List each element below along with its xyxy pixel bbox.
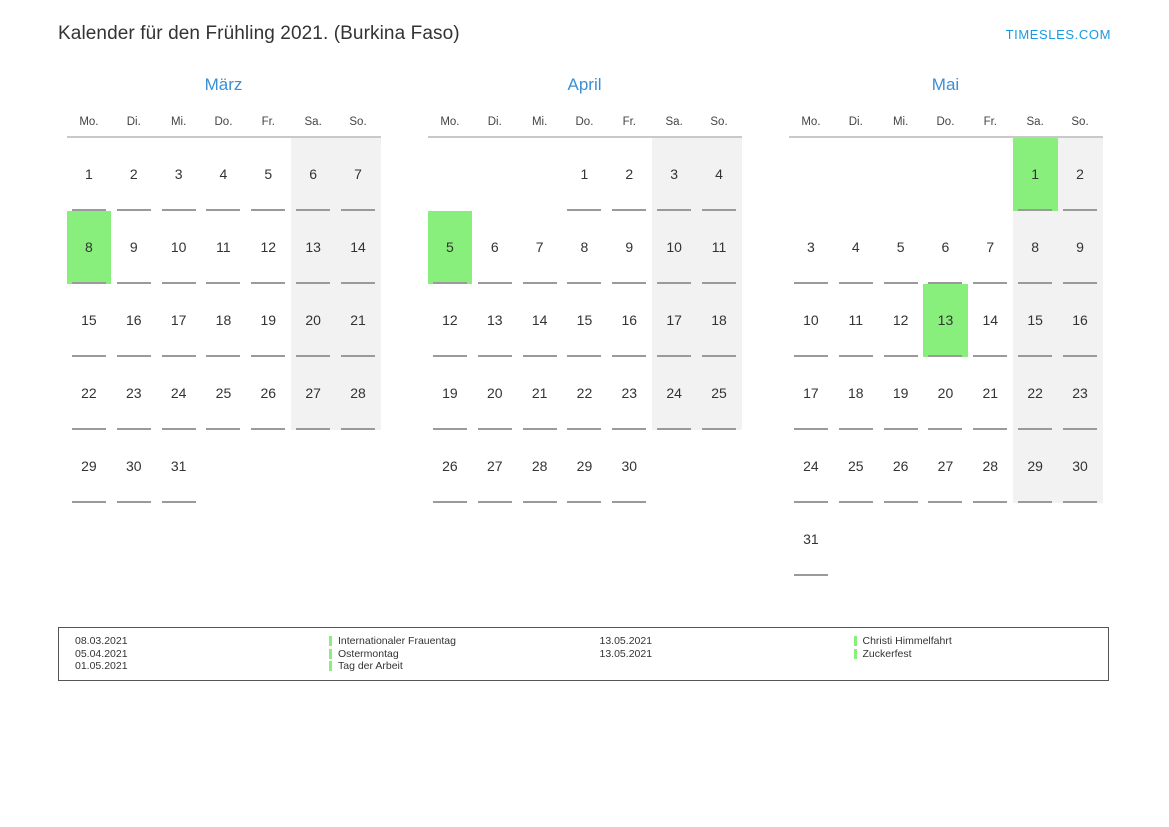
day-cell[interactable]: [652, 137, 697, 211]
day-cell[interactable]: [652, 211, 697, 284]
weekday-header: Do.: [562, 108, 607, 137]
months-container: [58, 74, 1111, 576]
day-cell[interactable]: [607, 430, 652, 503]
weekday-header: Do.: [923, 108, 968, 137]
legend-names-left: [329, 635, 584, 673]
day-cell[interactable]: [1058, 137, 1103, 211]
day-number: 25: [847, 458, 864, 474]
legend-dates-right: [584, 635, 854, 673]
day-number: 9: [129, 239, 138, 255]
weekday-header: Sa.: [291, 108, 336, 137]
day-number: 11: [711, 239, 727, 255]
month-block: [419, 74, 750, 576]
day-number: 18: [215, 312, 232, 328]
month-grid: [67, 108, 381, 503]
day-cell[interactable]: [833, 284, 878, 357]
day-cell[interactable]: [291, 284, 336, 357]
day-number: 14: [531, 312, 548, 328]
legend-date: 13.05.2021: [599, 647, 653, 660]
weekday-header: So.: [697, 108, 742, 137]
day-cell[interactable]: [67, 430, 112, 503]
day-cell-empty: [833, 137, 878, 211]
legend-dates-left: [59, 635, 329, 673]
day-number: 31: [803, 531, 819, 547]
week-row: [789, 211, 1103, 284]
day-cell-holiday[interactable]: [1013, 137, 1058, 211]
day-cell-empty: [336, 430, 381, 503]
month-title: März: [204, 75, 243, 94]
day-cell[interactable]: [968, 357, 1013, 430]
day-cell[interactable]: [156, 211, 201, 284]
day-number: 2: [129, 166, 138, 182]
day-cell-empty: [968, 503, 1013, 576]
day-cell[interactable]: [697, 137, 742, 211]
day-cell[interactable]: [111, 357, 156, 430]
month-block: [58, 74, 389, 576]
day-number: 27: [937, 458, 954, 474]
legend-holiday-name: Tag der Arbeit: [329, 660, 584, 673]
holiday-legend: [58, 627, 1109, 681]
day-cell[interactable]: [1013, 357, 1058, 430]
day-number: 13: [305, 239, 321, 255]
day-number: 23: [1072, 385, 1088, 401]
day-cell[interactable]: [156, 430, 201, 503]
legend-holiday-name: Ostermontag: [329, 648, 584, 661]
day-number: 19: [892, 385, 909, 401]
day-number: 21: [982, 385, 999, 401]
weekday-header: Mo.: [428, 108, 473, 137]
day-cell[interactable]: [428, 430, 473, 503]
day-number: [789, 138, 834, 211]
day-cell[interactable]: [336, 284, 381, 357]
day-number: 19: [260, 312, 277, 328]
legend-column-left: [59, 635, 584, 673]
day-cell[interactable]: [562, 211, 607, 284]
day-cell[interactable]: [923, 211, 968, 284]
day-number: 6: [309, 166, 318, 182]
day-cell[interactable]: [923, 430, 968, 503]
page-title: Kalender für den Frühling 2021. (Burkina Faso): [58, 23, 460, 44]
day-cell[interactable]: [336, 137, 381, 211]
day-number: 4: [851, 239, 860, 255]
day-cell[interactable]: [111, 211, 156, 284]
legend-column-right: [584, 635, 1109, 673]
day-number: [291, 430, 336, 503]
day-number: 29: [1027, 458, 1043, 474]
day-number: 14: [350, 239, 366, 255]
day-cell[interactable]: [156, 284, 201, 357]
day-number: 23: [621, 385, 638, 401]
day-number: [968, 503, 1013, 576]
week-row: [428, 430, 742, 503]
day-cell[interactable]: [156, 137, 201, 211]
month-block: [780, 74, 1111, 576]
day-number: 28: [350, 385, 366, 401]
month-grid: [428, 108, 742, 503]
day-number: 6: [941, 239, 950, 255]
day-cell[interactable]: [336, 357, 381, 430]
day-number: 15: [576, 312, 593, 328]
day-number: 26: [260, 385, 277, 401]
day-cell[interactable]: [201, 137, 246, 211]
legend-date: 05.04.2021: [75, 647, 128, 660]
day-number: 7: [354, 166, 362, 182]
day-cell[interactable]: [562, 284, 607, 357]
weekday-header-row: [67, 108, 381, 137]
day-number: 29: [81, 458, 97, 474]
day-number: 8: [85, 239, 93, 255]
day-cell[interactable]: [246, 284, 291, 357]
day-number: 11: [216, 239, 231, 255]
day-number: 15: [1027, 312, 1043, 328]
day-number: [923, 138, 968, 211]
day-cell[interactable]: [472, 357, 517, 430]
weekday-header-row: [428, 108, 742, 137]
day-cell[interactable]: [968, 430, 1013, 503]
day-cell[interactable]: [607, 284, 652, 357]
day-cell[interactable]: [697, 357, 742, 430]
day-number: 28: [531, 458, 548, 474]
day-cell[interactable]: [246, 357, 291, 430]
day-cell[interactable]: [1013, 211, 1058, 284]
day-cell[interactable]: [517, 357, 562, 430]
day-cell[interactable]: [156, 357, 201, 430]
day-cell[interactable]: [246, 137, 291, 211]
day-cell[interactable]: [472, 430, 517, 503]
day-number: 4: [219, 166, 228, 182]
day-number: 24: [803, 458, 819, 474]
day-number: 8: [580, 239, 589, 255]
weekday-header: Mi.: [517, 108, 562, 137]
week-row: [67, 430, 381, 503]
day-number: 30: [1072, 458, 1088, 474]
day-cell[interactable]: [607, 211, 652, 284]
day-number: 21: [531, 385, 548, 401]
day-number: 7: [535, 239, 544, 255]
week-row: [67, 357, 381, 430]
day-cell[interactable]: [67, 357, 112, 430]
day-number: 5: [446, 239, 454, 255]
day-cell[interactable]: [607, 137, 652, 211]
day-number: 20: [486, 385, 503, 401]
day-number: 28: [982, 458, 999, 474]
day-number: 17: [170, 312, 187, 328]
weekday-header: Fr.: [246, 108, 291, 137]
day-cell[interactable]: [428, 357, 473, 430]
day-cell[interactable]: [201, 357, 246, 430]
day-cell[interactable]: [1013, 284, 1058, 357]
day-number: [472, 138, 517, 211]
day-number: 13: [937, 312, 954, 328]
weekday-header: Di.: [472, 108, 517, 137]
day-number: 3: [807, 239, 815, 255]
day-cell[interactable]: [607, 357, 652, 430]
day-cell[interactable]: [291, 357, 336, 430]
week-row: [67, 284, 381, 357]
day-cell[interactable]: [1058, 430, 1103, 503]
day-number: 25: [215, 385, 232, 401]
day-number: 30: [621, 458, 638, 474]
day-cell[interactable]: [517, 211, 562, 284]
day-number: 2: [625, 166, 634, 182]
month-grid: [789, 108, 1103, 576]
day-cell[interactable]: [878, 430, 923, 503]
day-number: [1058, 503, 1103, 576]
day-number: 17: [803, 385, 819, 401]
day-number: 10: [803, 312, 819, 328]
day-cell[interactable]: [1013, 430, 1058, 503]
day-cell-empty: [201, 430, 246, 503]
day-cell[interactable]: [67, 137, 112, 211]
day-number: 1: [85, 166, 93, 182]
day-number: 20: [937, 385, 954, 401]
day-cell-holiday[interactable]: [428, 211, 473, 284]
day-cell[interactable]: [1058, 211, 1103, 284]
weekday-header: Mo.: [789, 108, 834, 137]
day-cell[interactable]: [517, 430, 562, 503]
day-number: 16: [1072, 312, 1088, 328]
day-number: 21: [350, 312, 366, 328]
day-cell[interactable]: [968, 284, 1013, 357]
day-cell[interactable]: [111, 137, 156, 211]
day-number: 20: [305, 312, 321, 328]
day-cell[interactable]: [562, 430, 607, 503]
day-number: 12: [260, 239, 277, 255]
week-row: [789, 137, 1103, 211]
day-cell[interactable]: [789, 284, 834, 357]
weekday-header: Mo.: [67, 108, 112, 137]
week-row: [789, 357, 1103, 430]
day-number: 10: [170, 239, 187, 255]
day-number: 11: [848, 312, 864, 328]
day-number: 29: [576, 458, 593, 474]
day-number: 13: [486, 312, 503, 328]
day-cell[interactable]: [652, 284, 697, 357]
day-cell[interactable]: [111, 430, 156, 503]
day-number: [697, 430, 742, 503]
weekday-header: Sa.: [652, 108, 697, 137]
week-row: [428, 211, 742, 284]
day-number: [652, 430, 697, 503]
day-number: [1013, 503, 1058, 576]
day-number: 22: [81, 385, 97, 401]
day-number: 30: [125, 458, 142, 474]
day-number: 5: [896, 239, 905, 255]
weekday-header: Fr.: [607, 108, 652, 137]
day-cell[interactable]: [472, 211, 517, 284]
day-cell-empty: [968, 137, 1013, 211]
week-row: [67, 137, 381, 211]
day-cell-empty: [697, 430, 742, 503]
day-number: [878, 138, 923, 211]
day-cell[interactable]: [517, 284, 562, 357]
month-title: April: [567, 75, 602, 94]
day-cell[interactable]: [833, 211, 878, 284]
day-number: 31: [170, 458, 187, 474]
weekday-header: Do.: [201, 108, 246, 137]
day-number: 19: [442, 385, 458, 401]
day-number: 9: [1076, 239, 1084, 255]
day-cell[interactable]: [833, 430, 878, 503]
day-cell[interactable]: [697, 211, 742, 284]
day-cell[interactable]: [923, 357, 968, 430]
day-number: 16: [621, 312, 638, 328]
day-number: 22: [576, 385, 593, 401]
weekday-header-row: [789, 108, 1103, 137]
legend-holiday-name: Zuckerfest: [854, 648, 1109, 661]
day-cell[interactable]: [652, 357, 697, 430]
day-cell-empty: [652, 430, 697, 503]
month-title: Mai: [931, 75, 960, 94]
day-cell[interactable]: [1058, 284, 1103, 357]
day-cell-empty: [246, 430, 291, 503]
legend-date: 08.03.2021: [75, 635, 128, 647]
day-number: [428, 138, 473, 211]
day-number: [336, 430, 381, 503]
day-number: [878, 503, 923, 576]
week-row: [67, 211, 381, 284]
legend-date: 01.05.2021: [75, 660, 128, 672]
day-cell[interactable]: [833, 357, 878, 430]
weekday-header: Mi.: [156, 108, 201, 137]
day-cell-empty: [833, 503, 878, 576]
day-cell[interactable]: [291, 211, 336, 284]
site-brand-link[interactable]: TIMESLES.COM: [1005, 26, 1111, 42]
weekday-header: Di.: [833, 108, 878, 137]
week-row: [789, 284, 1103, 357]
day-cell[interactable]: [878, 357, 923, 430]
day-number: 27: [305, 385, 321, 401]
page-header: [58, 18, 1111, 50]
day-number: 22: [1027, 385, 1043, 401]
week-row: [789, 503, 1103, 576]
legend-names-right: [854, 635, 1109, 673]
weekday-header: Fr.: [968, 108, 1013, 137]
day-cell[interactable]: [201, 284, 246, 357]
day-number: 25: [711, 385, 727, 401]
day-cell[interactable]: [789, 357, 834, 430]
day-cell[interactable]: [336, 211, 381, 284]
day-number: [246, 430, 291, 503]
day-number: 17: [666, 312, 682, 328]
day-cell-empty: [472, 137, 517, 211]
day-cell-empty: [291, 430, 336, 503]
weekday-header: Di.: [111, 108, 156, 137]
day-cell[interactable]: [291, 137, 336, 211]
day-number: 9: [625, 239, 634, 255]
day-cell[interactable]: [428, 284, 473, 357]
day-number: 7: [986, 239, 995, 255]
day-number: [968, 138, 1013, 211]
day-number: 12: [892, 312, 909, 328]
day-number: 5: [264, 166, 273, 182]
day-number: 18: [847, 385, 864, 401]
day-cell-empty: [878, 503, 923, 576]
weekday-header: So.: [336, 108, 381, 137]
day-cell-holiday[interactable]: [67, 211, 112, 284]
day-cell-empty: [517, 137, 562, 211]
day-number: 1: [1031, 166, 1040, 182]
day-number: 27: [486, 458, 503, 474]
day-cell-empty: [1013, 503, 1058, 576]
day-number: 24: [666, 385, 682, 401]
day-number: 24: [170, 385, 187, 401]
day-cell[interactable]: [789, 503, 834, 576]
legend-holiday-name: Christi Himmelfahrt: [854, 635, 1109, 648]
day-cell-empty: [923, 503, 968, 576]
week-row: [428, 137, 742, 211]
day-number: 23: [125, 385, 142, 401]
day-number: 3: [174, 166, 183, 182]
day-cell[interactable]: [67, 284, 112, 357]
day-number: 26: [442, 458, 458, 474]
day-number: [923, 503, 968, 576]
day-cell[interactable]: [878, 211, 923, 284]
day-number: 26: [892, 458, 909, 474]
day-number: 15: [81, 312, 97, 328]
day-number: 2: [1076, 166, 1084, 182]
legend-holiday-name: Internationaler Frauentag: [329, 635, 584, 648]
week-row: [789, 430, 1103, 503]
day-number: 12: [442, 312, 458, 328]
day-cell-empty: [878, 137, 923, 211]
weekday-header: Sa.: [1013, 108, 1058, 137]
legend-date: 13.05.2021: [599, 635, 653, 647]
day-cell[interactable]: [111, 284, 156, 357]
day-cell[interactable]: [878, 284, 923, 357]
day-number: 18: [711, 312, 727, 328]
day-number: 16: [125, 312, 142, 328]
day-number: 6: [490, 239, 499, 255]
day-number: 4: [715, 166, 723, 182]
day-cell[interactable]: [562, 357, 607, 430]
weekday-header: So.: [1058, 108, 1103, 137]
day-number: 14: [982, 312, 999, 328]
day-cell[interactable]: [789, 430, 834, 503]
day-number: 8: [1031, 239, 1040, 255]
day-number: [201, 430, 246, 503]
day-cell[interactable]: [789, 211, 834, 284]
day-cell[interactable]: [472, 284, 517, 357]
day-number: 10: [666, 239, 682, 255]
day-cell[interactable]: [968, 211, 1013, 284]
day-cell-empty: [1058, 503, 1103, 576]
day-number: [517, 138, 562, 211]
day-cell[interactable]: [1058, 357, 1103, 430]
day-cell[interactable]: [697, 284, 742, 357]
day-cell-empty: [923, 137, 968, 211]
day-number: 3: [670, 166, 679, 182]
day-number: [833, 503, 878, 576]
day-cell[interactable]: [201, 211, 246, 284]
week-row: [428, 357, 742, 430]
week-row: [428, 284, 742, 357]
day-number: 1: [580, 166, 589, 182]
day-cell-holiday[interactable]: [923, 284, 968, 357]
weekday-header: Mi.: [878, 108, 923, 137]
day-cell-empty: [428, 137, 473, 211]
day-number: [833, 138, 878, 211]
day-cell[interactable]: [562, 137, 607, 211]
day-cell-empty: [789, 137, 834, 211]
day-cell[interactable]: [246, 211, 291, 284]
